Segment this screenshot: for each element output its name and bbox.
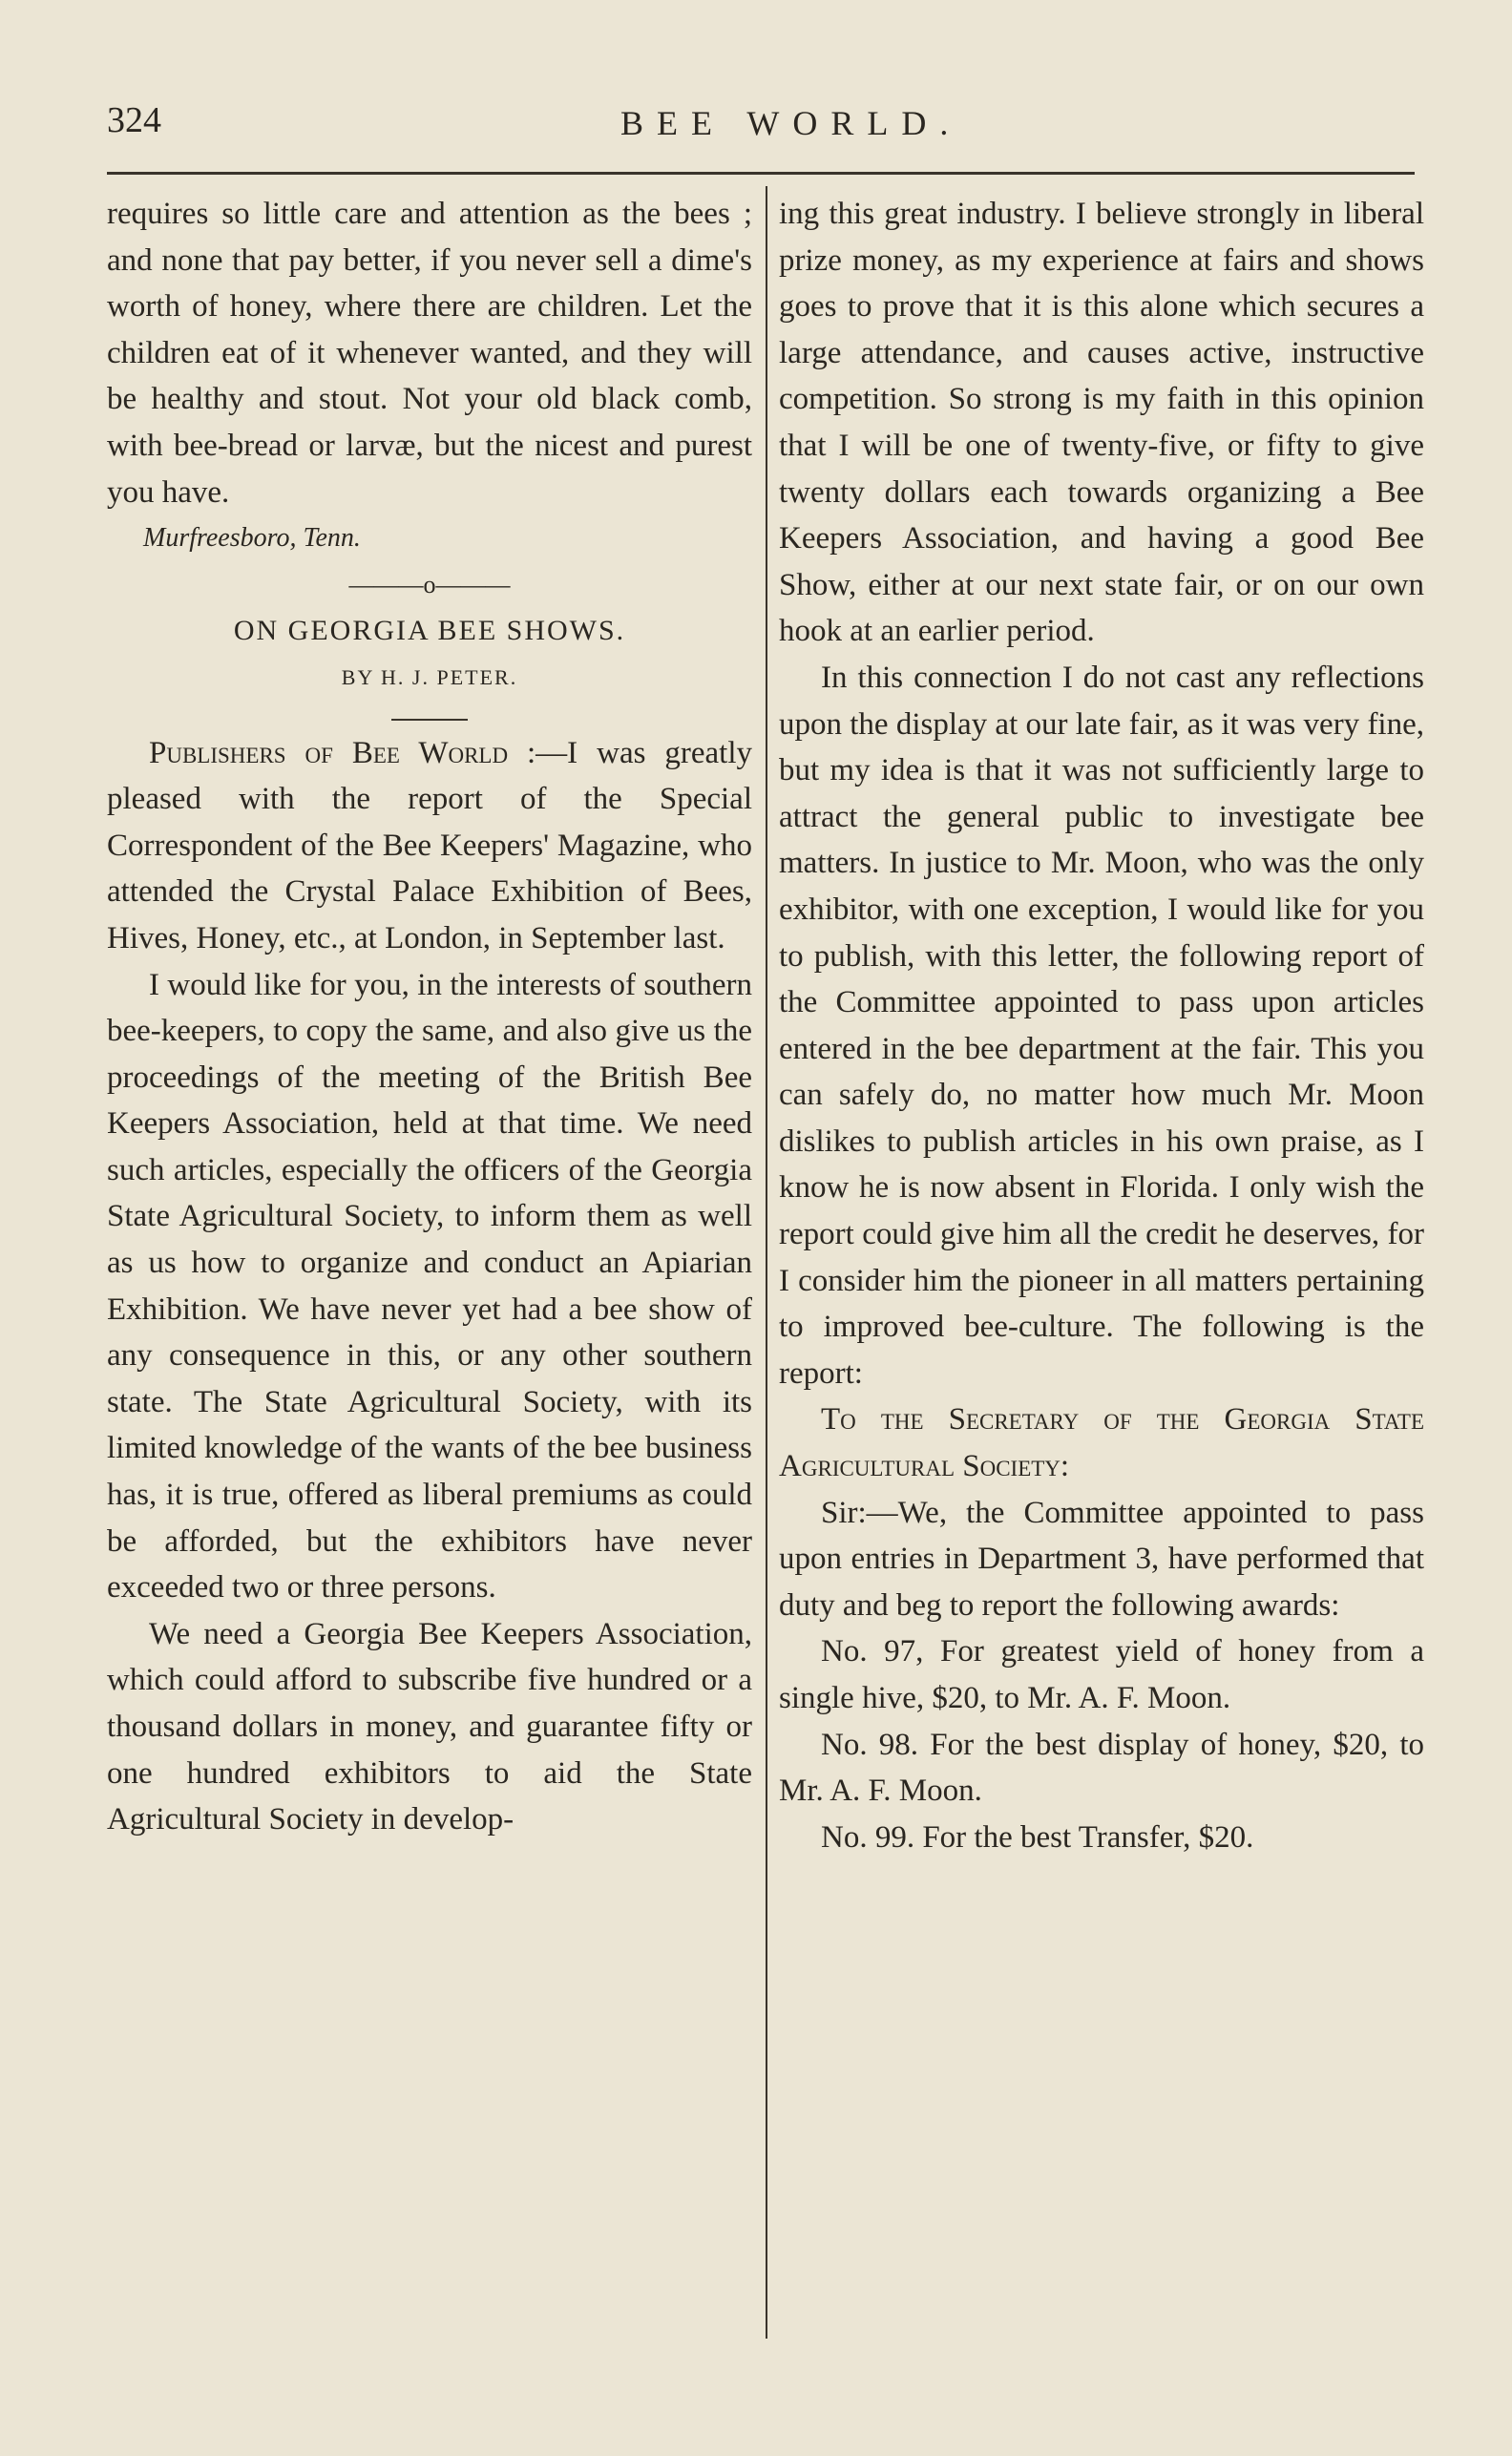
section-separator: ———o——— <box>348 570 511 598</box>
award-item: No. 98. For the best display of honey, $20, to Mr. A. F. Moon. <box>779 1727 1424 1809</box>
article-title: ON GEORGIA BEE SHOWS. <box>233 615 626 647</box>
place-signature: Murfreesboro, Tenn. <box>143 523 361 554</box>
byline-rule <box>391 719 468 721</box>
paragraph: ing this great industry. I believe strongly in liberal prize money, as my experience at fairs and shows goes to prove that it is this alone which secures a large attendance, and causes active, instructive competition. So strong is my faith in this opinion that I will be one of twenty-five, or fifty to give twenty dollars each towards organizing a Bee Keepers Association, and having a good Bee Show, either at our next state fair, or on our own hook at an earlier period. <box>779 197 1424 649</box>
paragraph: We need a Georgia Bee Keepers Association, which could afford to subscribe five hundred or a thousand dollars in money, and guarantee fifty or one hundred exhibitors to aid the State Agricultural Society in develop- <box>107 1616 752 1837</box>
report-address: To the Secretary of the Georgia State Agricultural Society: <box>779 1402 1424 1484</box>
running-title: BEE WORLD. <box>620 104 962 142</box>
award-item: No. 97, For greatest yield of honey from a single hive, $20, to Mr. A. F. Moon. <box>779 1634 1424 1715</box>
paragraph: Sir:—We, the Committee appointed to pass upon entries in Department 3, have performed that duty and beg to report the following awards: <box>779 1495 1424 1623</box>
award-item: No. 99. For the best Transfer, $20. <box>821 1819 1254 1855</box>
column-divider <box>766 186 767 2339</box>
paragraph: In this connection I do not cast any reflections upon the display at our late fair, as it was very fine, but my idea is that it was not sufficiently large to attract the general public to investigate bee matters. In justice to Mr. Moon, who was the only exhibitor, with one exception, I would like for you to publish, with this letter, the following report of the Committee appointed to pass upon articles entered in the bee department at the fair. This you can safely do, no matter how much Mr. Moon dislikes to publish articles in his own praise, as I know he is now absent in Florida. I only wish the report could give him all the credit he deserves, for I consider him the pioneer in all matters pertaining to improved bee-culture. The following is the report: <box>779 660 1424 1391</box>
salutation: Publishers of Bee World <box>149 735 509 770</box>
byline: BY H. J. PETER. <box>341 664 518 689</box>
page-number: 324 <box>107 100 161 140</box>
paragraph: I would like for you, in the interests of southern bee-keepers, to copy the same, and also give us the proceedings of the meeting of the British Bee Keepers Association, held at that time. We need such articles, especially the officers of the Georgia State Agricultural Society, to inform them as well as us how to organize and conduct an Apiarian Exhibition. We have never yet had a bee show of any consequence in this, or any other southern state. The State Agricultural Society, with its limited knowledge of the wants of the bee business has, it is true, offered as liberal premiums as could be afforded, but the exhibitors have never exceeded two or three persons. <box>107 967 752 1606</box>
left-column <box>107 191 752 1843</box>
header-rule <box>107 172 1415 175</box>
paragraph: Publishers of Bee World :—I was greatly pleased with the report of the Special Correspondent of the Bee Keepers' Magazine, who attended the Crystal Palace Exhibition of Bees, Hives, Honey, etc., at London, in September last. <box>107 735 752 955</box>
paragraph: requires so little care and attention as the bees ; and none that pay better, if you never sell a dime's worth of honey, where there are children. Let the children eat of it whenever wanted, and they will be healthy and stout. Not your old black comb, with bee-bread or larvæ, but the nicest and purest you have. <box>107 197 752 510</box>
right-column <box>779 191 1424 1860</box>
